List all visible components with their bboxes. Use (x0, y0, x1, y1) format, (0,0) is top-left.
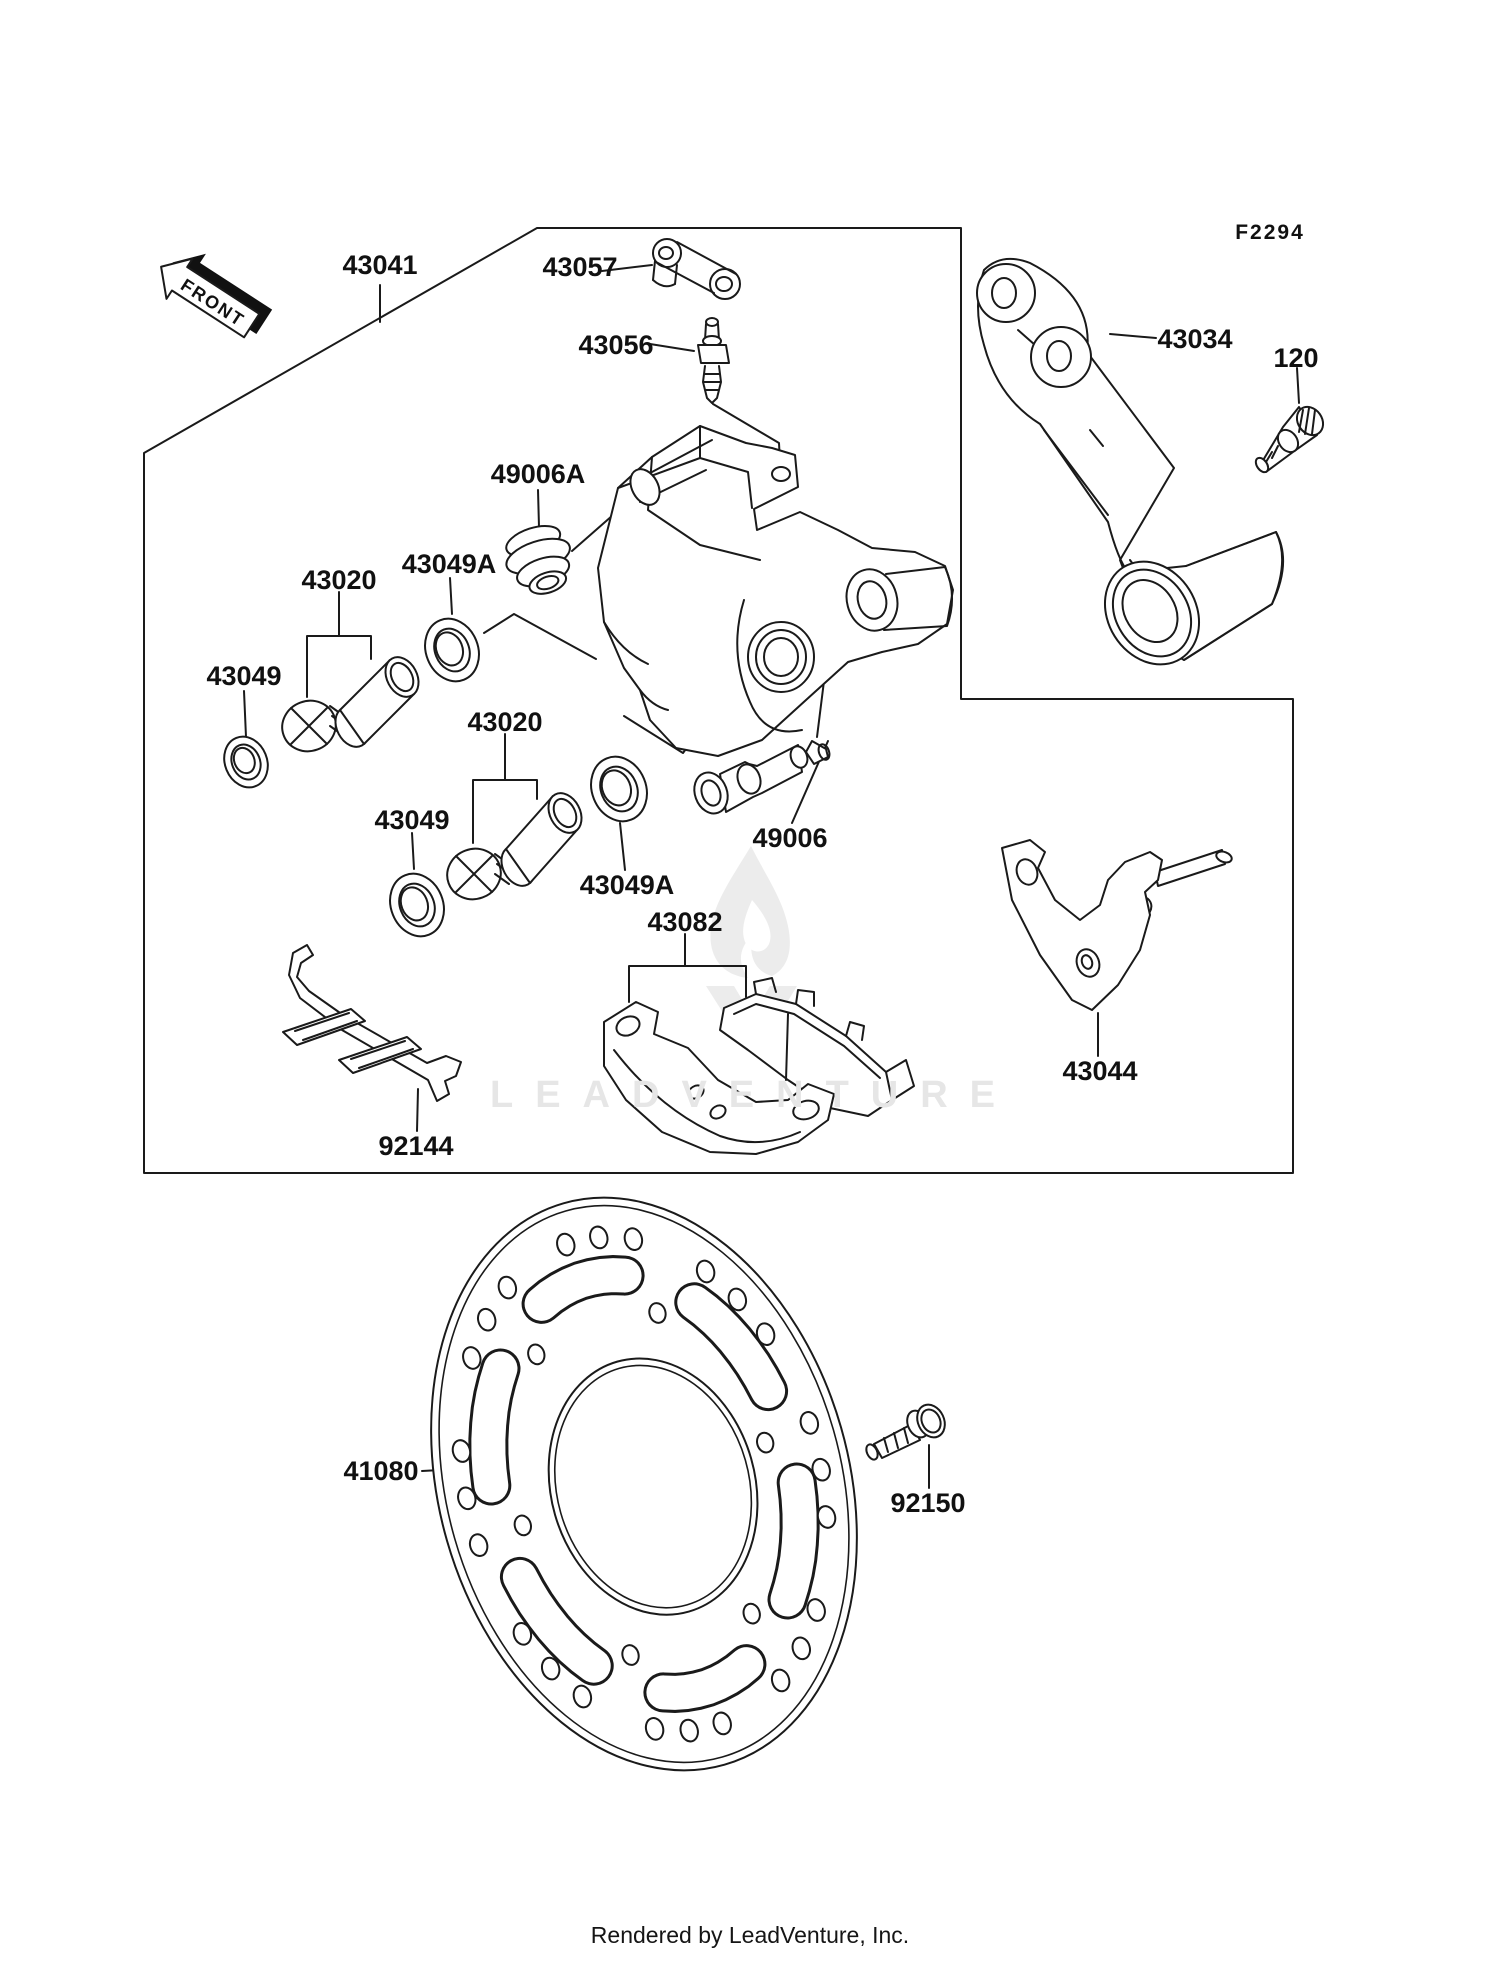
part-label-43049A-upper[interactable]: 43049A (401, 549, 497, 579)
figure-code: F2294 (1235, 221, 1305, 244)
part-label-43056[interactable]: 43056 (578, 330, 654, 360)
piston-set-43020-upper (275, 651, 425, 758)
part-label-43049-upper[interactable]: 43049 (206, 661, 282, 691)
bolt-92150 (864, 1400, 950, 1461)
brake-pad-set-43082 (604, 978, 914, 1154)
part-label-120[interactable]: 120 (1273, 343, 1319, 373)
brake-disc-41080 (366, 1147, 921, 1821)
pin-boot-49006A (498, 519, 581, 603)
bleed-valve-43056 (698, 318, 729, 403)
dust-seal-43049-lower (381, 866, 453, 945)
footer-credit: Rendered by LeadVenture, Inc. (590, 1922, 910, 1948)
part-label-43082[interactable]: 43082 (647, 907, 723, 937)
part-label-43041[interactable]: 43041 (342, 250, 418, 280)
pad-spring-92144 (283, 945, 461, 1101)
piston-seal-43049A-lower (582, 748, 657, 829)
part-label-49006[interactable]: 49006 (752, 823, 828, 853)
piston-set-43020-lower (440, 787, 588, 906)
part-label-43057[interactable]: 43057 (542, 252, 618, 282)
piston-seal-43049A-upper (416, 611, 488, 690)
part-label-43049-lower[interactable]: 43049 (374, 805, 450, 835)
part-label-43044[interactable]: 43044 (1062, 1056, 1138, 1086)
dust-seal-43049-upper (217, 730, 275, 794)
part-label-92150[interactable]: 92150 (890, 1488, 966, 1518)
lever-joint-43057 (653, 239, 740, 299)
watermark-text: LEADVENTURE (490, 1074, 1018, 1116)
part-label-41080[interactable]: 41080 (343, 1456, 419, 1486)
bolt-120 (1253, 402, 1328, 475)
part-label-49006A[interactable]: 49006A (490, 459, 586, 489)
front-arrow-label: FRONT (177, 274, 249, 331)
part-label-43034[interactable]: 43034 (1157, 324, 1233, 354)
part-label-92144[interactable]: 92144 (378, 1131, 454, 1161)
brake-caliper-body (598, 426, 953, 756)
front-direction-arrow (148, 238, 277, 350)
part-label-43049A-lower[interactable]: 43049A (579, 870, 675, 900)
part-label-43020-lower[interactable]: 43020 (467, 707, 543, 737)
caliper-bracket-43034 (977, 259, 1283, 682)
caliper-holder-43044 (1002, 840, 1233, 1010)
part-label-43020-upper[interactable]: 43020 (301, 565, 377, 595)
